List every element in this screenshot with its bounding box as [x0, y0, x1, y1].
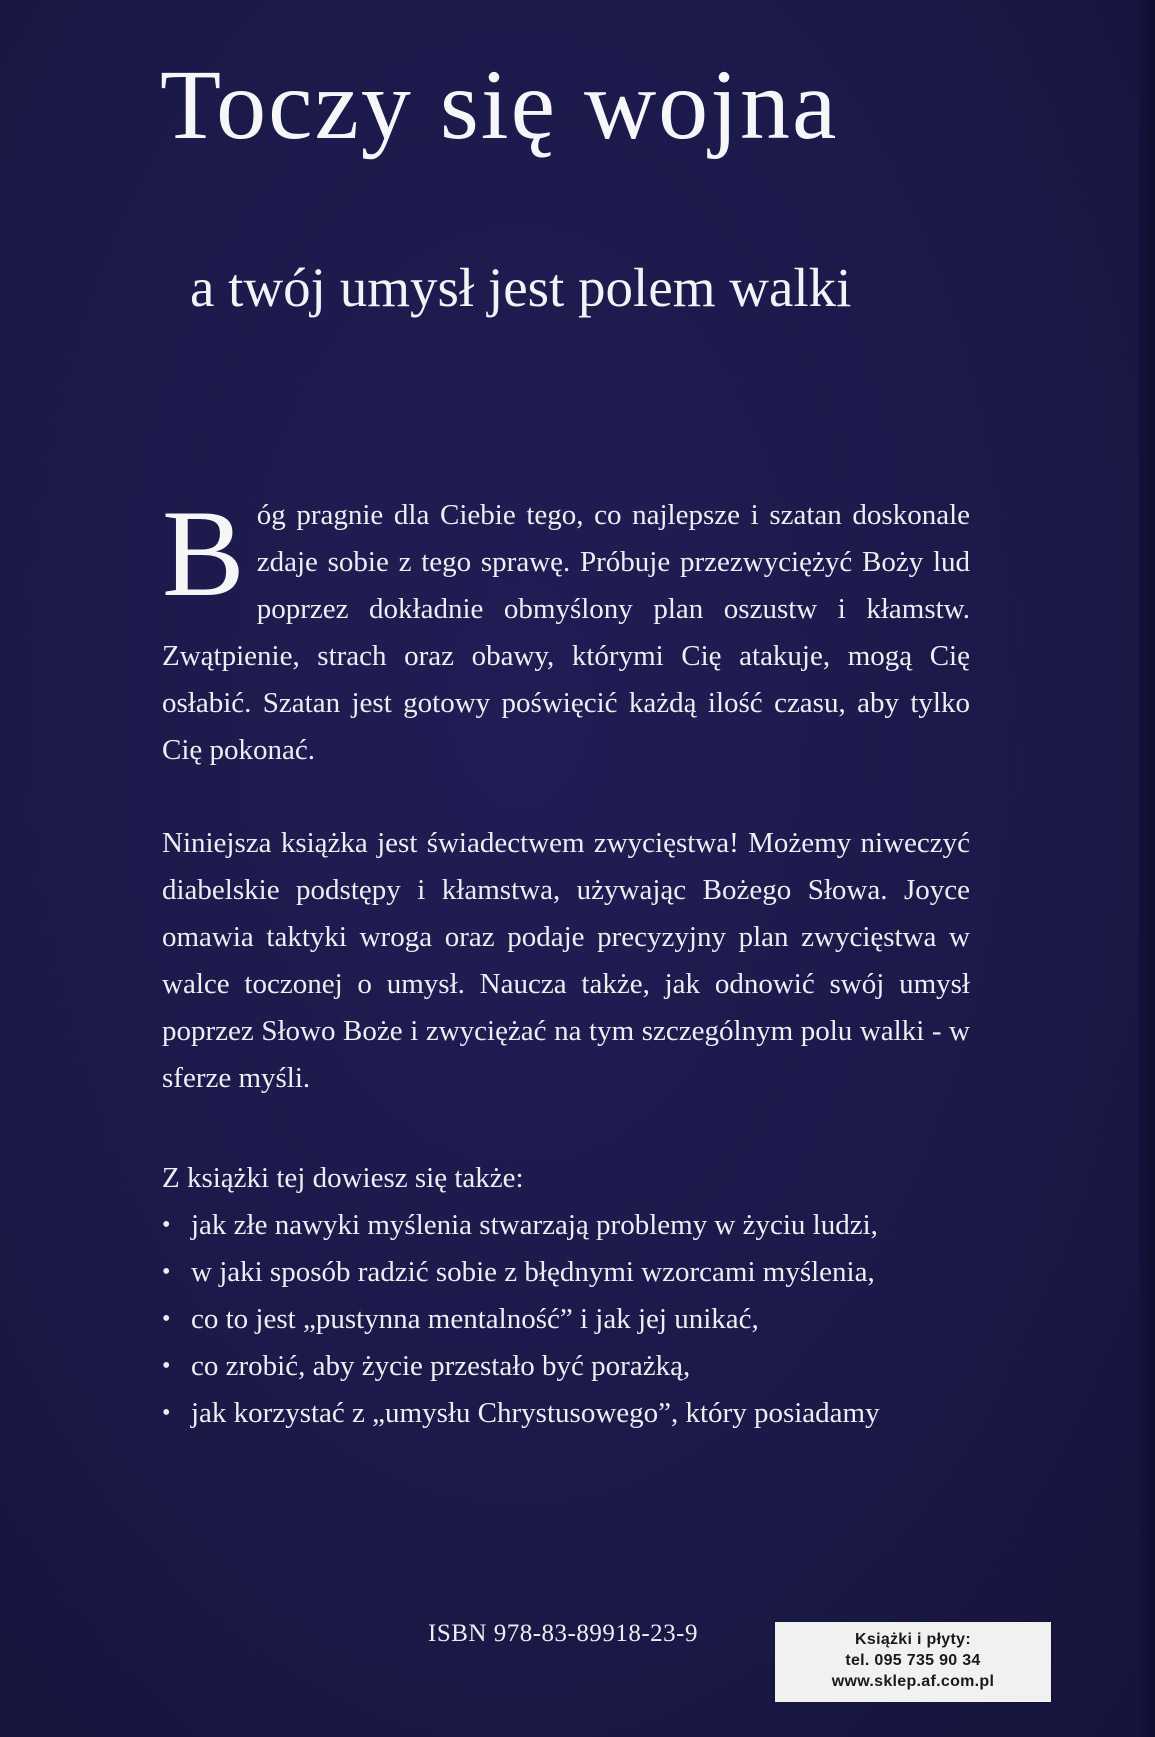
cover-subtitle: a twój umysł jest polem walki: [190, 257, 852, 318]
list-item-text: w jaki sposób radzić sobie z błędnymi wzorcami myślenia,: [191, 1256, 875, 1288]
bullet-icon: •: [162, 1306, 171, 1332]
shop-sticker: [775, 1622, 1051, 1702]
intro-paragraph-text: óg pragnie dla Ciebie tego, co najlepsze i szatan doskonale zdaje sobie z tego sprawę. Próbuje przezwyciężyć Boży lud poprzez dokładnie obmyślony plan oszustw i kłamstw. Zwątpienie, strach oraz obawy, którymi Cię atakuje, mogą Cię osłabić. Szatan jest gotowy poświęcić każdą ilość czasu, aby tylko Cię pokonać.: [162, 499, 970, 766]
list-item: [162, 1249, 880, 1296]
list-item-text: co to jest „pustynna mentalność” i jak jej unikać,: [191, 1303, 759, 1335]
list-item: [162, 1343, 880, 1390]
sticker-line-title: Książki i płyty:: [855, 1631, 971, 1648]
list-item: [162, 1390, 880, 1437]
list-item: [162, 1202, 880, 1249]
list-item-text: jak korzystać z „umysłu Chrystusowego”, który posiadamy: [191, 1397, 880, 1429]
cover-title: Toczy się wojna: [160, 49, 839, 160]
sticker-line-website: www.sklep.af.com.pl: [831, 1673, 995, 1690]
list-item-text: jak złe nawyki myślenia stwarzają problemy w życiu ludzi,: [191, 1209, 878, 1241]
list-item: [162, 1296, 880, 1343]
sticker-line-phone: tel. 095 735 90 34: [845, 1652, 981, 1669]
bullet-icon: •: [162, 1400, 171, 1426]
intro-paragraph: [162, 485, 970, 774]
benefits-list: [162, 1202, 880, 1437]
drop-cap-letter: B: [162, 485, 245, 622]
bullet-icon: •: [162, 1259, 171, 1285]
description-paragraph: Niniejsza książka jest świadectwem zwycięstwa! Możemy niweczyć diabelskie podstępy i kłamstwa, używając Bożego Słowa. Joyce omawia taktyki wroga oraz podaje precyzyjny plan zwycięstwa w walce toczonej o umysł. Naucza także, jak odnowić swój umysł poprzez Słowo Boże i zwyciężać na tym szczególnym polu walki - w sferze myśli.: [162, 827, 970, 1094]
list-item-text: co zrobić, aby życie przestało być porażką,: [191, 1350, 691, 1382]
isbn-number: ISBN 978-83-89918-23-9: [428, 1620, 699, 1647]
bullet-icon: •: [162, 1353, 171, 1379]
list-intro: Z książki tej dowiesz się także:: [162, 1162, 524, 1194]
cover-edge: [1139, 0, 1155, 1737]
bullet-icon: •: [162, 1212, 171, 1238]
